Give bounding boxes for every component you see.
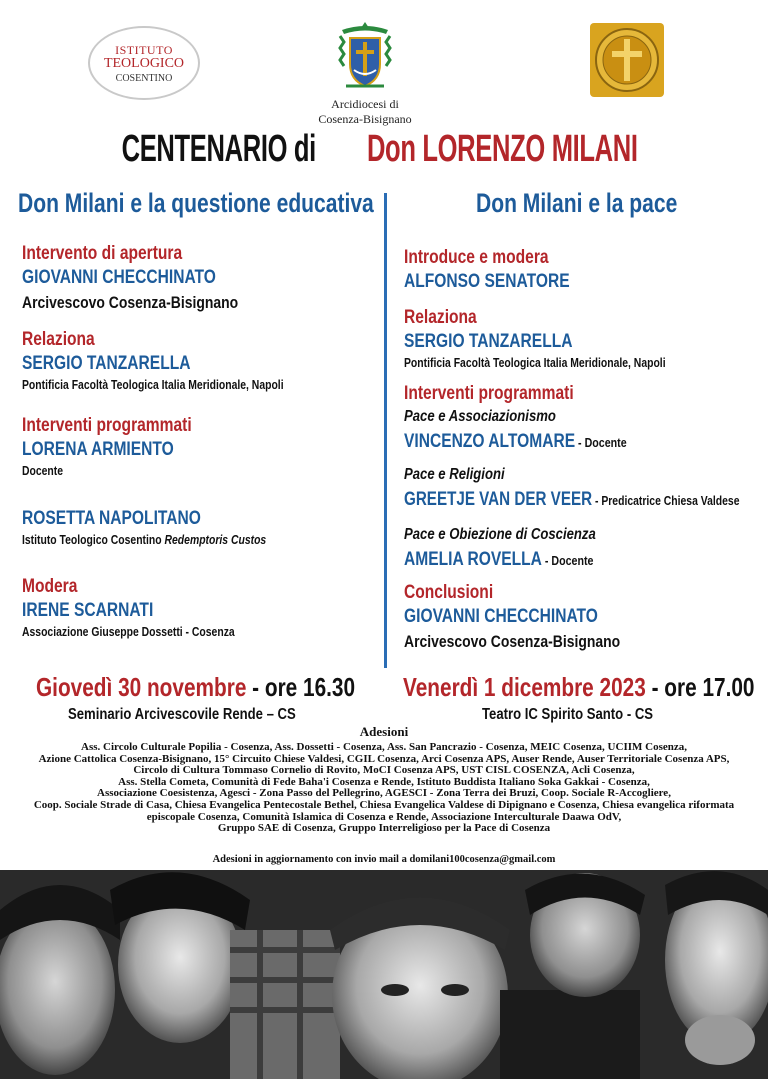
logo-left-line2: TEOLOGICO xyxy=(103,56,185,71)
right-topic-5: Pace e Obiezione di Coscienza xyxy=(404,526,596,543)
left-place: Seminario Arcivescovile Rende – CS xyxy=(68,706,296,723)
left-name-2: SERGIO TANZARELLA xyxy=(22,353,191,374)
adesioni-line: Associazione Coesistenza, Agesci - Zona Passo del Pellegrino, AGESCI - Zona Terra dei Bruzi, Coop. Sociale R-Accogliere, xyxy=(97,787,671,800)
right-name-3: VINCENZO ALTOMARE xyxy=(404,431,576,452)
right-topic-4: Pace e Religioni xyxy=(404,466,505,483)
adesioni-note: Adesioni in aggiornamento con invio mail a domilani100cosenza@gmail.com xyxy=(212,854,556,865)
title-part1: CENTENARIO di xyxy=(121,128,317,170)
right-label-3: Interventi programmati xyxy=(404,383,574,404)
adesioni-line: episcopale Cosenza, Comunità Islamica di Cosenza e Rende, Associazione Interculturale Daawa OdV, xyxy=(146,810,622,823)
right-name-5: AMELIA ROVELLA xyxy=(404,549,542,570)
left-label-5: Modera xyxy=(22,576,78,597)
left-detail-4-text: Istituto Teologico Cosentino xyxy=(22,532,165,547)
left-detail-1: Arcivescovo Cosenza-Bisignano xyxy=(22,293,239,312)
right-label-1: Introduce e modera xyxy=(404,247,549,268)
right-detail-6: Arcivescovo Cosenza-Bisignano xyxy=(404,632,621,651)
right-name-1: ALFONSO SENATORE xyxy=(404,271,570,292)
adesioni-line: Ass. Stella Cometa, Comunità di Fede Baha'i Cosenza e Rende, Istituto Buddista Italiano Soka Gakkai - Cosenza, xyxy=(118,775,650,788)
right-name-2: SERGIO TANZARELLA xyxy=(404,331,573,352)
right-detail-2: Pontificia Facoltà Teologica Italia Meridionale, Napoli xyxy=(404,355,666,370)
left-name-5: IRENE SCARNATI xyxy=(22,600,154,621)
left-date xyxy=(36,672,355,703)
right-date-black: - ore 17.00 xyxy=(645,672,755,702)
left-detail-4-italic: Redemptoris Custos xyxy=(164,532,267,547)
right-subtitle: Don Milani e la pace xyxy=(476,188,678,218)
caption-line2: Cosenza-Bisignano xyxy=(318,112,412,126)
adesioni-list xyxy=(20,742,748,835)
right-role-4: - Predicatrice Chiesa Valdese xyxy=(592,493,740,508)
column-divider xyxy=(384,193,387,668)
coat-of-arms-icon xyxy=(336,20,394,94)
right-topic-3: Pace e Associazionismo xyxy=(404,408,556,425)
left-detail-3: Docente xyxy=(22,463,64,478)
adesioni-line: Gruppo SAE di Cosenza, Gruppo Interreligioso per la Pace di Cosenza xyxy=(217,822,551,835)
right-role-5: - Docente xyxy=(541,553,594,568)
right-date-red: Venerdì 1 dicembre 2023 xyxy=(403,672,646,702)
left-detail-4 xyxy=(22,532,266,547)
left-label-3: Interventi programmati xyxy=(22,415,192,436)
right-line-4 xyxy=(404,489,740,511)
logo-left-line3: COSENTINO xyxy=(115,73,173,84)
adesioni-line: Azione Cattolica Cosenza-Bisignano, 15° Circuito Chiese Valdesi, CGIL Cosenza, Arci Cosenza APS, Auser Rende, Auser Territoriale Cosenza APS, xyxy=(38,752,730,765)
adesioni-line: Circolo di Cultura Tommaso Cornelio di Rovito, MoCI Cosenza APS, UST CISL COSENZA, Acli Cosenza, xyxy=(133,764,635,777)
right-line-5 xyxy=(404,549,593,571)
left-label-1: Intervento di apertura xyxy=(22,243,183,264)
logo-left-line1: ISTITUTO xyxy=(115,43,173,57)
group-photo xyxy=(0,870,768,1079)
right-date xyxy=(403,672,755,703)
right-place: Teatro IC Spirito Santo - CS xyxy=(482,706,654,723)
adesioni-line: Coop. Sociale Strade di Casa, Chiesa Evangelica Pentecostale Bethel, Chiesa Evangelica Valdese di Dipignano e Cosenza, Chiesa evangelica riformata xyxy=(33,798,735,811)
left-name-1: GIOVANNI CHECCHINATO xyxy=(22,267,216,288)
left-date-red: Giovedì 30 novembre xyxy=(36,672,247,702)
title-part2: Don LORENZO MILANI xyxy=(367,128,638,170)
archdiocese-caption xyxy=(300,97,430,127)
right-role-3: - Docente xyxy=(575,435,627,450)
left-name-3: LORENA ARMIENTO xyxy=(22,439,174,460)
page-title xyxy=(0,128,768,171)
right-name-6: GIOVANNI CHECCHINATO xyxy=(404,606,598,627)
right-name-4: GREETJE VAN DER VEER xyxy=(404,489,593,510)
caption-line1: Arcidiocesi di xyxy=(331,97,399,111)
right-line-3 xyxy=(404,431,627,453)
right-label-2: Relaziona xyxy=(404,307,477,328)
left-detail-5: Associazione Giuseppe Dossetti - Cosenza xyxy=(22,624,235,639)
left-name-4: ROSETTA NAPOLITANO xyxy=(22,508,201,529)
istituto-teologico-logo xyxy=(88,26,200,100)
right-label-6: Conclusioni xyxy=(404,582,494,603)
left-label-2: Relaziona xyxy=(22,329,95,350)
adesioni-line: Ass. Circolo Culturale Popilia - Cosenza, Ass. Dossetti - Cosenza, Ass. San Pancrazio - Cosenza, MEIC Cosenza, UCIIM Cosenza, xyxy=(81,741,687,753)
left-detail-2: Pontificia Facoltà Teologica Italia Meridionale, Napoli xyxy=(22,377,284,392)
left-date-black: - ore 16.30 xyxy=(246,672,356,702)
adesioni-title: Adesioni xyxy=(359,724,409,739)
golden-cross-seal-icon xyxy=(590,23,664,97)
left-subtitle: Don Milani e la questione educativa xyxy=(18,188,374,218)
